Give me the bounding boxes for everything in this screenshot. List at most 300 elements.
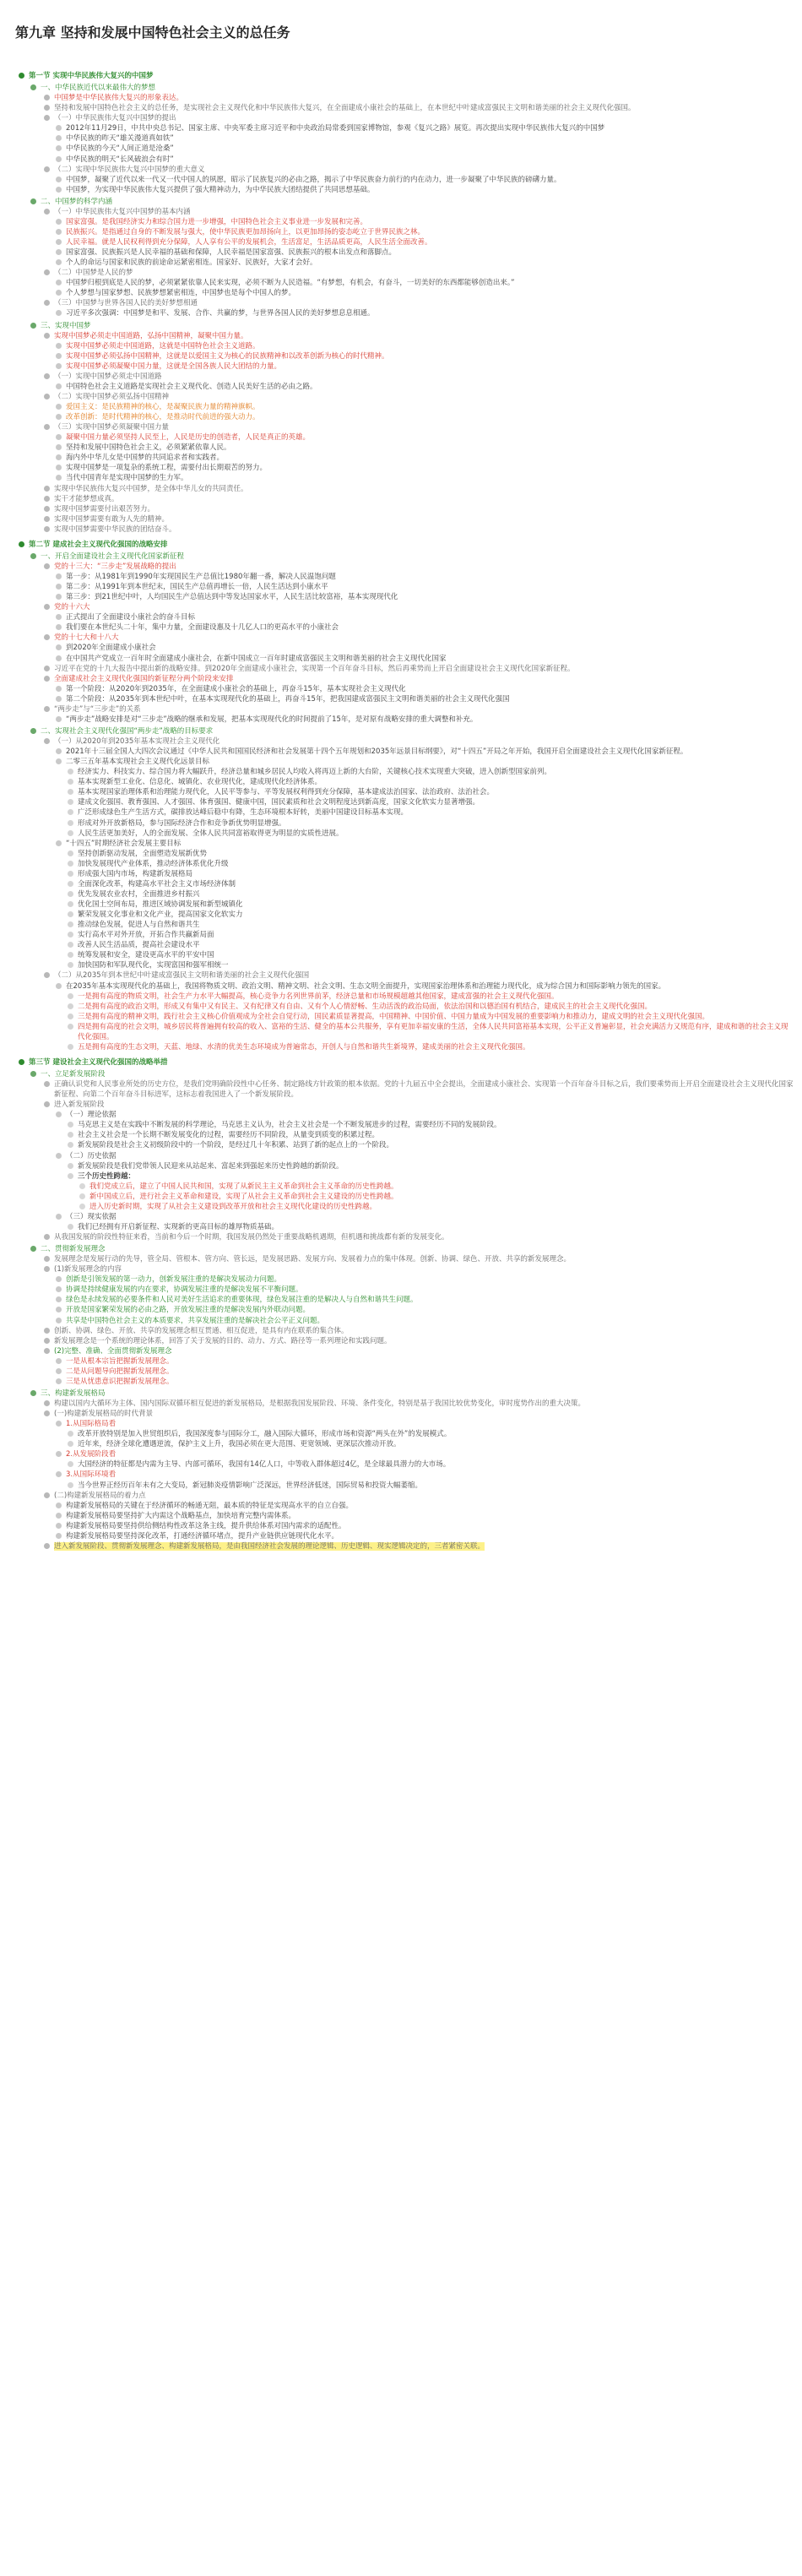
bullet-icon[interactable] [56, 624, 62, 630]
bullet-icon[interactable] [44, 676, 50, 682]
outline-row[interactable] [17, 1521, 794, 1531]
outline-text: 海内外中华儿女是中国梦的共同追求者和实践者。 [66, 454, 225, 463]
bullet-icon[interactable] [44, 1410, 50, 1416]
outline-row[interactable] [17, 715, 794, 725]
bullet-icon[interactable] [79, 1204, 85, 1209]
bullet-icon[interactable] [56, 1533, 62, 1539]
bullet-icon[interactable] [56, 748, 62, 754]
outline-row[interactable] [17, 757, 794, 767]
outline-row[interactable] [17, 1346, 794, 1356]
bullet-icon[interactable] [44, 738, 50, 744]
outline-row[interactable] [17, 71, 794, 81]
outline-text: （一）实现中国梦必须走中国道路 [54, 372, 162, 381]
bullet-icon[interactable] [30, 1071, 36, 1077]
outline-row[interactable] [17, 592, 794, 602]
bullet-icon[interactable] [68, 1173, 73, 1179]
bullet-icon[interactable] [44, 209, 50, 215]
outline-row[interactable] [17, 1192, 794, 1202]
bullet-icon[interactable] [56, 135, 62, 141]
bullet-icon[interactable] [68, 952, 73, 958]
bullet-icon[interactable] [56, 614, 62, 620]
bullet-icon[interactable] [68, 851, 73, 856]
outline-row[interactable] [17, 207, 794, 217]
bullet-icon[interactable] [56, 229, 62, 235]
bullet-icon[interactable] [68, 1142, 73, 1148]
bullet-icon[interactable] [56, 573, 62, 579]
outline-row[interactable] [17, 612, 794, 622]
outline-row[interactable] [17, 1481, 794, 1491]
bullet-icon[interactable] [56, 983, 62, 989]
bullet-icon[interactable] [44, 1081, 50, 1087]
bullet-icon[interactable] [44, 486, 50, 492]
bullet-icon[interactable] [56, 1523, 62, 1529]
bullet-icon[interactable] [68, 962, 73, 968]
bullet-icon[interactable] [68, 1441, 73, 1447]
bullet-icon[interactable] [30, 728, 36, 734]
bullet-icon[interactable] [44, 604, 50, 610]
outline-row[interactable] [17, 165, 794, 175]
outline-row[interactable] [17, 1459, 794, 1470]
bullet-icon[interactable] [56, 1318, 62, 1323]
bullet-icon[interactable] [56, 177, 62, 182]
bullet-icon[interactable] [30, 1246, 36, 1252]
bullet-icon[interactable] [79, 1193, 85, 1199]
outline-row[interactable] [17, 133, 794, 144]
bullet-icon[interactable] [56, 840, 62, 846]
bullet-icon[interactable] [56, 353, 62, 359]
bullet-icon[interactable] [56, 1276, 62, 1282]
outline-text: （三）实现中国梦必须凝聚中国力量 [54, 423, 170, 432]
outline-row[interactable] [17, 432, 794, 443]
bullet-icon[interactable] [44, 1400, 50, 1406]
bullet-icon[interactable] [68, 1044, 73, 1050]
bullet-icon[interactable] [44, 300, 50, 306]
outline-row[interactable] [17, 1295, 794, 1305]
bullet-icon[interactable] [68, 769, 73, 774]
outline-row[interactable] [17, 473, 794, 483]
bullet-icon[interactable] [56, 249, 62, 255]
bullet-icon[interactable] [56, 454, 62, 460]
bullet-icon[interactable] [44, 1266, 50, 1272]
bullet-icon[interactable] [44, 516, 50, 522]
outline-row[interactable] [17, 1449, 794, 1459]
bullet-icon[interactable] [68, 942, 73, 948]
outline-row[interactable] [17, 1541, 794, 1552]
outline-row[interactable] [17, 1022, 794, 1042]
outline-row[interactable] [17, 484, 794, 494]
bullet-icon[interactable] [56, 145, 62, 151]
outline-row[interactable] [17, 1161, 794, 1171]
bullet-icon[interactable] [56, 280, 62, 285]
outline-row[interactable] [17, 643, 794, 653]
bullet-icon[interactable] [68, 830, 73, 836]
outline-row[interactable] [17, 807, 794, 818]
outline-row[interactable] [17, 582, 794, 592]
bullet-icon[interactable] [68, 779, 73, 785]
bullet-icon[interactable] [19, 541, 24, 547]
outline-row[interactable] [17, 1356, 794, 1367]
bullet-icon[interactable] [44, 526, 50, 532]
outline-row[interactable] [17, 155, 794, 165]
outline-row[interactable] [17, 602, 794, 612]
bullet-icon[interactable] [68, 921, 73, 927]
bullet-icon[interactable] [68, 1461, 73, 1467]
bullet-icon[interactable] [30, 84, 36, 90]
bullet-icon[interactable] [68, 881, 73, 887]
outline-row[interactable] [17, 123, 794, 133]
outline-row[interactable] [17, 278, 794, 288]
bullet-icon[interactable] [68, 1224, 73, 1230]
outline-row[interactable] [17, 1336, 794, 1346]
outline-row[interactable] [17, 1429, 794, 1439]
outline-row[interactable] [17, 1316, 794, 1326]
outline-row[interactable] [17, 747, 794, 757]
outline-row[interactable] [17, 797, 794, 807]
outline-row[interactable] [17, 654, 794, 664]
bullet-icon[interactable] [56, 475, 62, 481]
outline-row[interactable] [17, 633, 794, 643]
outline-text: 实现中国梦需要付出艰苦努力。 [54, 504, 155, 514]
outline-row[interactable] [17, 247, 794, 258]
outline-row[interactable] [17, 392, 794, 402]
outline-text: 改善人民生活品质，提高社会建设水平 [78, 941, 200, 950]
bullet-icon[interactable] [56, 239, 62, 245]
outline-text: 加快国防和军队现代化，实现富国和强军相统一 [78, 961, 229, 970]
bullet-icon[interactable] [56, 1296, 62, 1302]
outline-row[interactable] [17, 1264, 794, 1274]
bullet-icon[interactable] [44, 496, 50, 502]
outline-row[interactable] [17, 453, 794, 463]
outline-row[interactable] [17, 1182, 794, 1192]
outline-text: 实现中国梦需要有敢为人先的精神。 [54, 514, 170, 524]
outline-row[interactable] [17, 930, 794, 940]
outline-row[interactable] [17, 1232, 794, 1242]
outline-row[interactable] [17, 288, 794, 298]
bullet-icon[interactable] [56, 1214, 62, 1220]
outline-row[interactable] [17, 237, 794, 247]
bullet-icon[interactable] [56, 1503, 62, 1508]
outline-text: 开放是国家繁荣发展的必由之路，开放发展注重的是解决发展内外联动问题。 [66, 1306, 311, 1315]
bullet-icon[interactable] [44, 666, 50, 671]
outline-text: 优化国土空间布局，推进区域协调发展和新型城镇化 [78, 900, 243, 909]
outline-row[interactable] [17, 227, 794, 237]
outline-row[interactable] [17, 674, 794, 684]
outline-row[interactable] [17, 818, 794, 829]
outline-row[interactable] [17, 1491, 794, 1501]
bullet-icon[interactable] [44, 506, 50, 512]
outline-row[interactable] [17, 412, 794, 422]
outline-row[interactable] [17, 1305, 794, 1315]
outline-row[interactable] [17, 402, 794, 412]
bullet-icon[interactable] [44, 269, 50, 275]
bullet-icon[interactable] [44, 394, 50, 399]
bullet-icon[interactable] [44, 424, 50, 430]
bullet-icon[interactable] [56, 156, 62, 162]
outline-row[interactable] [17, 321, 794, 331]
outline-row[interactable] [17, 1069, 794, 1079]
outline-row[interactable] [17, 1120, 794, 1130]
bullet-icon[interactable] [44, 166, 50, 172]
bullet-icon[interactable] [56, 1513, 62, 1519]
outline-row[interactable] [17, 351, 794, 361]
outline-row[interactable] [17, 777, 794, 787]
bullet-icon[interactable] [56, 434, 62, 440]
bullet-icon[interactable] [56, 1471, 62, 1477]
outline-row[interactable] [17, 144, 794, 154]
bullet-icon[interactable] [44, 105, 50, 111]
outline-row[interactable] [17, 839, 794, 849]
outline-row[interactable] [17, 849, 794, 859]
outline-row[interactable] [17, 514, 794, 524]
outline-row[interactable] [17, 1254, 794, 1264]
outline-row[interactable] [17, 899, 794, 910]
bullet-icon[interactable] [68, 891, 73, 897]
outline-row[interactable] [17, 1202, 794, 1212]
bullet-icon[interactable] [44, 1348, 50, 1354]
outline-row[interactable] [17, 1419, 794, 1429]
outline-row[interactable] [17, 970, 794, 981]
outline-row[interactable] [17, 1079, 794, 1100]
outline-row[interactable] [17, 787, 794, 797]
outline-row[interactable] [17, 463, 794, 473]
outline-row[interactable] [17, 361, 794, 372]
bullet-icon[interactable] [30, 1390, 36, 1396]
bullet-icon[interactable] [68, 789, 73, 795]
bullet-icon[interactable] [44, 1338, 50, 1344]
outline-row[interactable] [17, 704, 794, 715]
outline-row[interactable] [17, 1042, 794, 1052]
outline-text: 绿色是永续发展的必要条件和人民对美好生活追求的重要体现，绿色发展注重的是解决人与自然和谐共生问题。 [66, 1296, 418, 1305]
bullet-icon[interactable] [30, 323, 36, 329]
bullet-icon[interactable] [56, 1378, 62, 1384]
outline-row[interactable] [17, 1057, 794, 1068]
outline-row[interactable] [17, 889, 794, 899]
outline-text: （二）实现中国梦必须弘扬中国精神 [54, 392, 170, 401]
outline-text: 党的十三大：“三步走”发展战略的提出 [54, 562, 176, 571]
outline-row[interactable] [17, 1501, 794, 1511]
bullet-icon[interactable] [44, 373, 50, 379]
outline-row[interactable] [17, 1470, 794, 1480]
bullet-icon[interactable] [44, 333, 50, 339]
bullet-icon[interactable] [68, 1163, 73, 1169]
bullet-icon[interactable] [68, 1482, 73, 1488]
outline-row[interactable] [17, 298, 794, 308]
bullet-icon[interactable] [56, 1368, 62, 1374]
outline-row[interactable] [17, 572, 794, 582]
outline-row[interactable] [17, 1171, 794, 1182]
outline-row[interactable] [17, 694, 794, 704]
bullet-icon[interactable] [44, 1543, 50, 1549]
bullet-icon[interactable] [56, 259, 62, 265]
bullet-icon[interactable] [56, 383, 62, 389]
outline-row[interactable] [17, 552, 794, 562]
bullet-icon[interactable] [68, 993, 73, 999]
outline-row[interactable] [17, 504, 794, 514]
bullet-icon[interactable] [56, 686, 62, 692]
bullet-icon[interactable] [56, 125, 62, 131]
outline-text: 民族振兴。是指通过自身的不断发展与强大，使中华民族更加昂扬向上，以更加昂扬的姿态屹立于世界民族之林。 [66, 227, 425, 236]
outline-row[interactable] [17, 372, 794, 382]
outline-text: 三、构建新发展格局 [41, 1389, 106, 1398]
outline-row[interactable] [17, 664, 794, 674]
outline-row[interactable] [17, 1140, 794, 1150]
outline-row[interactable] [17, 684, 794, 694]
bullet-icon[interactable] [56, 1111, 62, 1117]
bullet-icon[interactable] [68, 932, 73, 937]
outline-row[interactable] [17, 879, 794, 889]
outline-row[interactable] [17, 920, 794, 930]
outline-row[interactable] [17, 331, 794, 341]
bullet-icon[interactable] [56, 758, 62, 764]
bullet-icon[interactable] [68, 1024, 73, 1030]
outline-row[interactable] [17, 341, 794, 351]
outline-row[interactable] [17, 1222, 794, 1232]
bullet-icon[interactable] [44, 972, 50, 978]
bullet-icon[interactable] [56, 1307, 62, 1312]
outline-row[interactable] [17, 83, 794, 93]
bullet-icon[interactable] [68, 820, 73, 826]
outline-row[interactable] [17, 258, 794, 268]
outline-row[interactable] [17, 113, 794, 123]
bullet-icon[interactable] [44, 1234, 50, 1240]
outline-row[interactable] [17, 1002, 794, 1012]
outline-row[interactable] [17, 1326, 794, 1336]
bullet-icon[interactable] [68, 809, 73, 815]
outline-row[interactable] [17, 185, 794, 195]
outline-row[interactable] [17, 950, 794, 960]
outline-row[interactable] [17, 422, 794, 432]
bullet-icon[interactable] [68, 1431, 73, 1437]
outline-row[interactable] [17, 736, 794, 747]
bullet-icon[interactable] [56, 696, 62, 702]
bullet-icon[interactable] [79, 1183, 85, 1189]
outline-row[interactable] [17, 960, 794, 970]
outline-row[interactable] [17, 767, 794, 777]
outline-text: (2)完整、准确、全面贯彻新发展理念 [54, 1346, 172, 1356]
bullet-icon[interactable] [56, 187, 62, 193]
outline-row[interactable] [17, 524, 794, 535]
bullet-icon[interactable] [56, 1421, 62, 1427]
outline-row[interactable] [17, 308, 794, 318]
outline-row[interactable] [17, 197, 794, 207]
bullet-icon[interactable] [56, 716, 62, 722]
bullet-icon[interactable] [44, 634, 50, 640]
bullet-icon[interactable] [56, 290, 62, 296]
bullet-icon[interactable] [44, 1492, 50, 1498]
outline-row[interactable] [17, 622, 794, 633]
bullet-icon[interactable] [68, 901, 73, 907]
outline-row[interactable] [17, 382, 794, 392]
outline-row[interactable] [17, 1274, 794, 1285]
bullet-icon[interactable] [56, 1358, 62, 1364]
outline-text: （二）从2035年到本世纪中叶建成富强民主文明和谐美丽的社会主义现代化强国 [54, 971, 310, 981]
outline-row[interactable] [17, 869, 794, 879]
bullet-icon[interactable] [56, 343, 62, 349]
outline-row[interactable] [17, 1244, 794, 1254]
bullet-icon[interactable] [44, 1328, 50, 1334]
outline-row[interactable] [17, 940, 794, 950]
outline-row[interactable] [17, 1409, 794, 1419]
outline-row[interactable] [17, 1531, 794, 1541]
bullet-icon[interactable] [56, 465, 62, 470]
bullet-icon[interactable] [68, 911, 73, 917]
bullet-icon[interactable] [56, 1153, 62, 1159]
bullet-icon[interactable] [44, 1101, 50, 1107]
bullet-icon[interactable] [68, 1132, 73, 1138]
outline-row[interactable] [17, 726, 794, 736]
bullet-icon[interactable] [19, 1059, 24, 1065]
bullet-icon[interactable] [68, 1122, 73, 1128]
bullet-icon[interactable] [68, 799, 73, 805]
outline-row[interactable] [17, 1012, 794, 1022]
bullet-icon[interactable] [30, 198, 36, 204]
bullet-icon[interactable] [56, 363, 62, 369]
outline-row[interactable] [17, 93, 794, 103]
outline-row[interactable] [17, 443, 794, 453]
outline-text: 第一节 实现中华民族伟大复兴的中国梦 [29, 72, 154, 80]
outline-row[interactable] [17, 859, 794, 869]
outline-row[interactable] [17, 910, 794, 920]
outline-row[interactable] [17, 829, 794, 839]
outline-row[interactable] [17, 1439, 794, 1449]
outline-row[interactable] [17, 1511, 794, 1521]
outline-row[interactable] [17, 494, 794, 504]
outline-row[interactable] [17, 992, 794, 1002]
bullet-icon[interactable] [19, 73, 24, 79]
outline-row[interactable] [17, 1399, 794, 1409]
outline-row[interactable] [17, 1212, 794, 1222]
bullet-icon[interactable] [56, 1451, 62, 1457]
outline-row[interactable] [17, 540, 794, 550]
outline-row[interactable] [17, 268, 794, 278]
outline-row[interactable] [17, 1377, 794, 1387]
outline-row[interactable] [17, 1100, 794, 1110]
outline-text: 二是拥有高度的政治文明，形成又有集中又有民主、又有纪律又有自由、又有个人心情舒畅、生动活泼的政治局面，依法治国和以德治国有机结合，建成民主的社会主义现代化强国。 [78, 1002, 653, 1011]
bullet-icon[interactable] [56, 644, 62, 650]
outline-row[interactable] [17, 1389, 794, 1399]
outline-row[interactable] [17, 1151, 794, 1161]
bullet-icon[interactable] [44, 115, 50, 121]
bullet-icon[interactable] [56, 584, 62, 590]
bullet-icon[interactable] [56, 404, 62, 410]
bullet-icon[interactable] [56, 444, 62, 450]
outline-row[interactable] [17, 1285, 794, 1295]
bullet-icon[interactable] [56, 219, 62, 225]
bullet-icon[interactable] [68, 871, 73, 877]
outline-row[interactable] [17, 175, 794, 185]
outline-row[interactable] [17, 217, 794, 227]
bullet-icon[interactable] [44, 706, 50, 712]
outline-row[interactable] [17, 562, 794, 572]
outline-row[interactable] [17, 981, 794, 992]
bullet-icon[interactable] [56, 655, 62, 661]
bullet-icon[interactable] [68, 861, 73, 867]
outline-row[interactable] [17, 103, 794, 113]
bullet-icon[interactable] [68, 1014, 73, 1019]
bullet-icon[interactable] [44, 95, 50, 101]
outline-row[interactable] [17, 1130, 794, 1140]
bullet-icon[interactable] [44, 563, 50, 569]
bullet-icon[interactable] [56, 594, 62, 600]
bullet-icon[interactable] [56, 414, 62, 420]
outline-row[interactable] [17, 1367, 794, 1377]
bullet-icon[interactable] [56, 310, 62, 316]
bullet-icon[interactable] [44, 1256, 50, 1262]
bullet-icon[interactable] [30, 553, 36, 559]
bullet-icon[interactable] [68, 1003, 73, 1009]
outline-row[interactable] [17, 1110, 794, 1120]
bullet-icon[interactable] [56, 1286, 62, 1292]
